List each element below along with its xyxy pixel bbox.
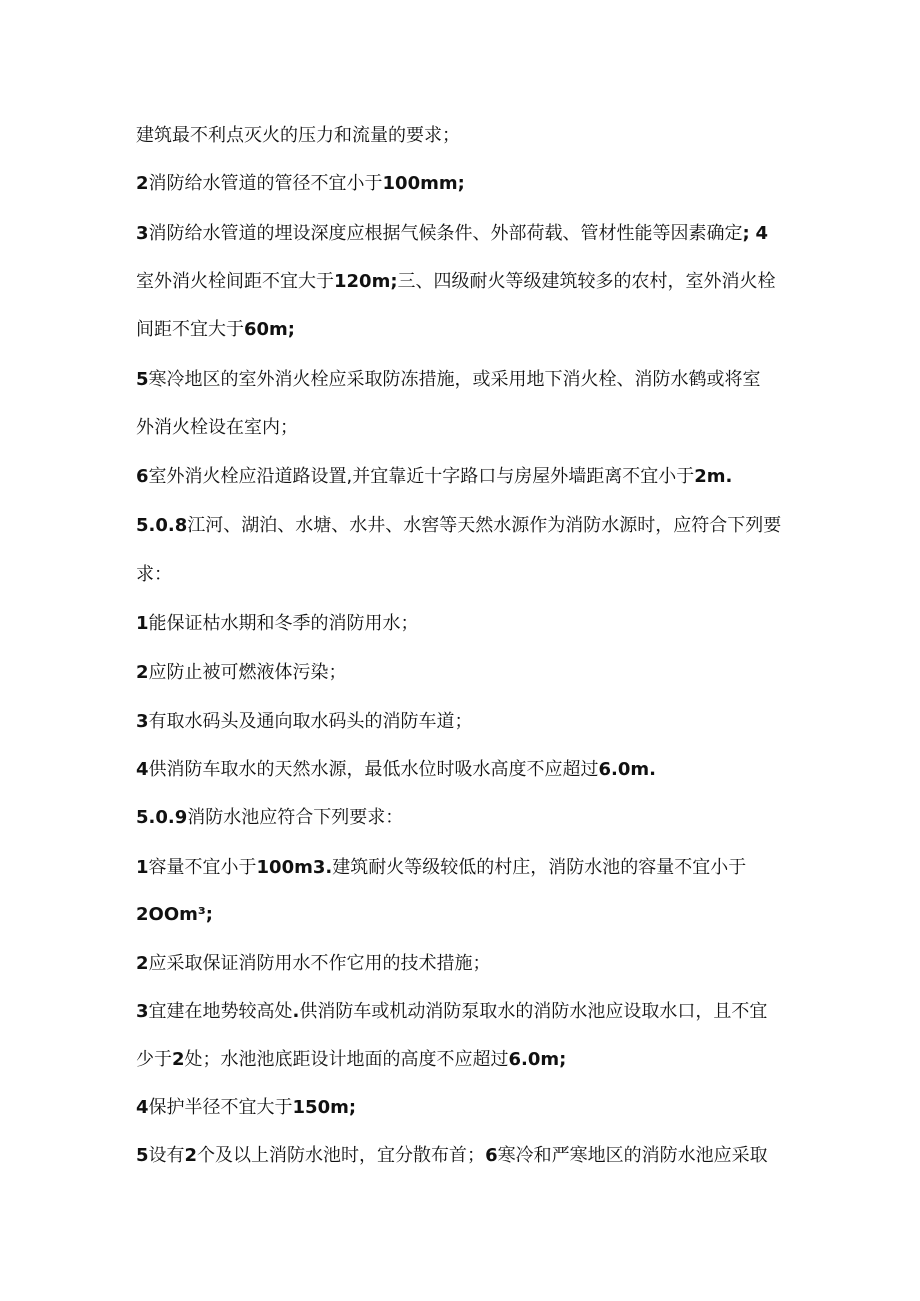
text-line: 5.0.8江河、湖泊、水塘、水井、水窖等天然水源作为消防水源时，应符合下列要	[136, 515, 782, 536]
text-line: 2应防止被可燃液体污染；	[136, 662, 347, 683]
text-line: 3有取水码头及通向取水码头的消防车道；	[136, 711, 473, 732]
text-line: 1容量不宜小于100m3.建筑耐火等级较低的村庄，消防水池的容量不宜小于	[136, 857, 747, 878]
text-line: 4供消防车取水的天然水源，最低水位时吸水高度不应超过6.0m.	[136, 759, 657, 780]
text-line: 5设有2个及以上消防水池时，宜分散布首；6寒冷和严寒地区的消防水池应采取	[136, 1145, 768, 1166]
text-line: 1能保证枯水期和冬季的消防用水；	[136, 613, 419, 634]
text-line: 5.0.9消防水池应符合下列要求：	[136, 807, 404, 828]
text-line: 3消防给水管道的埋设深度应根据气候条件、外部荷载、管材性能等因素确定; 4	[136, 223, 768, 244]
text-line: 3宜建在地势较高处.供消防车或机动消防泵取水的消防水池应设取水口，且不宜	[136, 1001, 768, 1022]
text-line: 2应采取保证消防用水不作它用的技术措施；	[136, 953, 491, 974]
text-line: 间距不宜大于60m;	[136, 319, 296, 340]
text-line: 室外消火栓间距不宜大于120m;三、四级耐火等级建筑较多的农村，室外消火栓	[136, 271, 776, 292]
text-line: 求：	[136, 564, 172, 585]
text-line: 少于2处；水池池底距设计地面的高度不应超过6.0m;	[136, 1049, 567, 1070]
text-line: 外消火栓设在室内；	[136, 417, 298, 438]
text-line: 建筑最不利点灭火的压力和流量的要求；	[136, 125, 460, 146]
text-line: 6室外消火栓应沿道路设置,并宜靠近十字路口与房屋外墙距离不宜小于2m.	[136, 466, 733, 487]
text-line: 2消防给水管道的管径不宜小于100mm;	[136, 173, 465, 194]
text-line: 2OOm³;	[136, 904, 213, 925]
text-line: 5寒冷地区的室外消火栓应采取防冻措施，或采用地下消火栓、消防水鹤或将室	[136, 369, 761, 390]
text-line: 4保护半径不宜大于150m;	[136, 1097, 357, 1118]
